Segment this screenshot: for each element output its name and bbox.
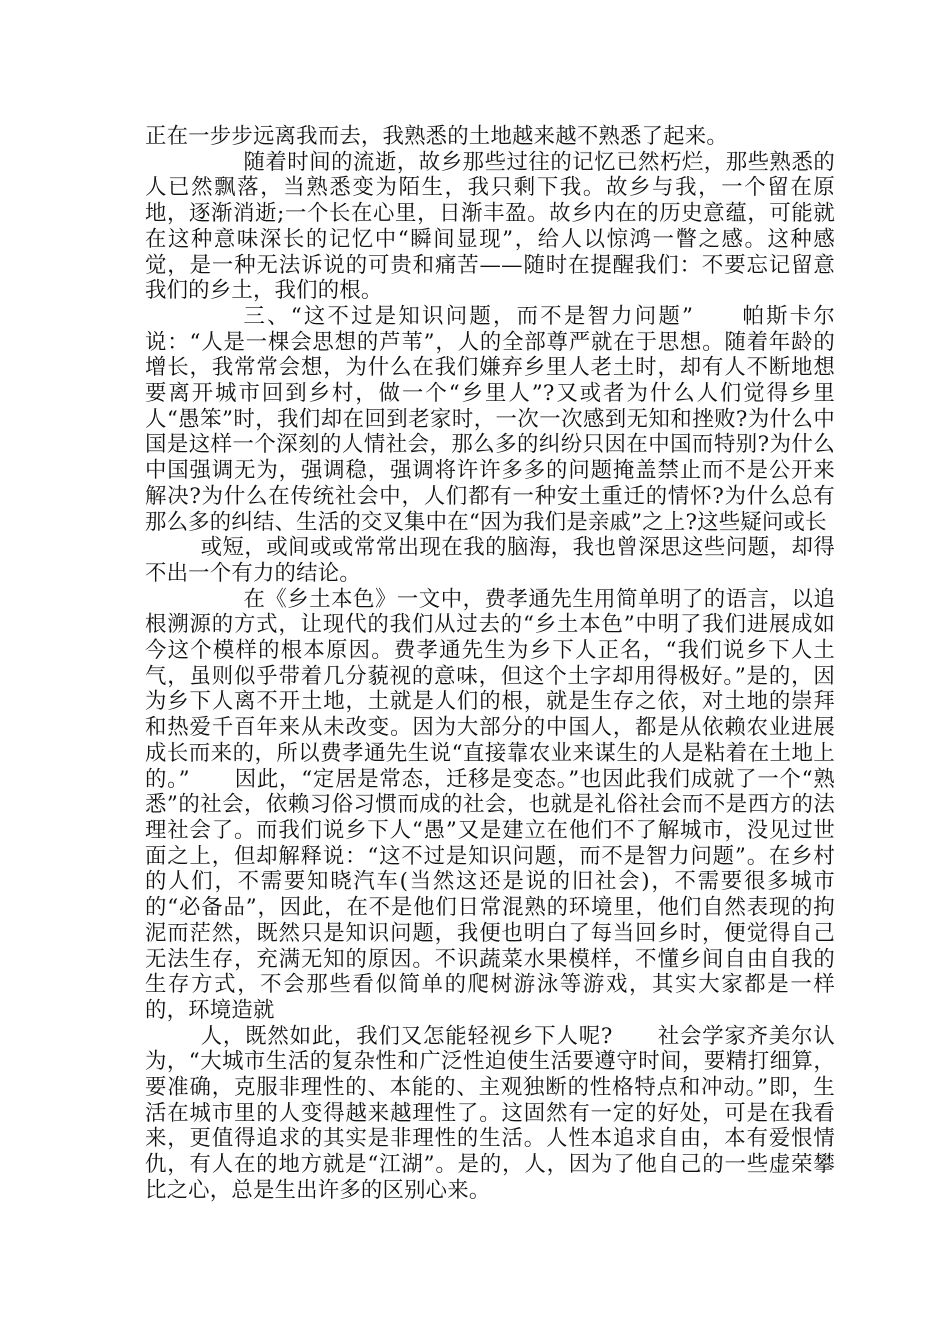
document-page bbox=[145, 124, 835, 1204]
paragraph-hometown-memory: 随着时间的流逝，故乡那些过往的记忆已然朽烂，那些熟悉的人已然飘落，当熟悉变为陌生，我只剩下我。故乡与我，一个留在原地，逐渐消逝;一个长在心里，日渐丰盈。故乡内在的历史意蕴，可能就在这种意味深长的记忆中“瞬间显现”，给人以惊鸿一瞥之感。这种感觉，是一种无法诉说的可贵和痛苦——随时在提醒我们：不要忘记留意我们的乡土，我们的根。 bbox=[145, 149, 835, 304]
paragraph-section-three: 三、“这不过是知识问题，而不是智力问题” 帕斯卡尔说：“人是一棵会思想的芦苇”，人的全部尊严就在于思想。随着年龄的增长，我常常会想，为什么在我们嫌弃乡里人老土时，却有人不断地想要离开城市回到乡村，做一个“乡里人”?又或者为什么人们觉得乡里人“愚笨”时，我们却在回到老家时，一次一次感到无知和挫败?为什么中国是这样一个深刻的人情社会，那么多的纠纷只因在中国而特别?为什么中国强调无为，强调稳，强调将许许多多的问题掩盖禁止而不是公开来解决?为什么在传统社会中，人们都有一种安土重迁的情怀?为什么总有那么多的纠结、生活的交叉集中在“因为我们是亲戚”之上?这些疑问或长 bbox=[145, 303, 835, 535]
paragraph-rural-character: 在《乡土本色》一文中，费孝通先生用简单明了的语言，以追根溯源的方式，让现代的我们从过去的“乡土本色”中明了我们进展成如今这个模样的根本原因。费孝通先生为乡下人正名，“我们说乡下人土气，虽则似乎带着几分藐视的意味，但这个土字却用得极好。”是的，因为乡下人离不开土地，土就是人们的根，就是生存之依，对土地的崇拜和热爱千百年来从未改变。因为大部分的中国人，都是从依赖农业进展成长而来的，所以费孝通先生说“直接靠农业来谋生的人是粘着在土地上的。” 因此，“定居是常态，迁移是变态。”也因此我们成就了一个“熟悉”的社会，依赖习俗习惯而成的社会，也就是礼俗社会而不是西方的法理社会了。而我们说乡下人“愚”又是建立在他们不了解城市，没见过世面之上，但却解释说：“这不过是知识问题，而不是智力问题”。在乡村的人们，不需要知晓汽车(当然这还是说的旧社会)，不需要很多城市的“必备品”，因此，在不是他们日常混熟的环境里，他们自然表现的拘泥而茫然，既然只是知识问题，我便也明白了每当回乡时，便觉得自己无法生存，充满无知的原因。不识蔬菜水果模样，不懂乡间自由自我的生存方式，不会那些看似简单的爬树游泳等游戏，其实大家都是一样的，环境造就 bbox=[145, 586, 835, 1023]
paragraph-simmel: 人，既然如此，我们又怎能轻视乡下人呢? 社会学家齐美尔认为，“大城市生活的复杂性和广泛性迫使生活要遵守时间，要精打细算，要准确，克服非理性的、本能的、主观独断的性格特点和冲动。”即，生活在城市里的人变得越来越理性了。这固然有一定的好处，可是在我看来，更值得追求的其实是非理性的生活。人性本追求自由，本有爱恨情仇，有人在的地方就是“江湖”。是的，人，因为了他自己的一些虚荣攀比之心，总是生出许多的区别心来。 bbox=[145, 1023, 835, 1203]
paragraph-continuation: 正在一步步远离我而去，我熟悉的土地越来越不熟悉了起来。 bbox=[145, 124, 728, 149]
paragraph-questions-continued: 或短，或间或或常常出现在我的脑海，我也曾深思这些问题，却得不出一个有力的结论。 bbox=[145, 535, 835, 586]
